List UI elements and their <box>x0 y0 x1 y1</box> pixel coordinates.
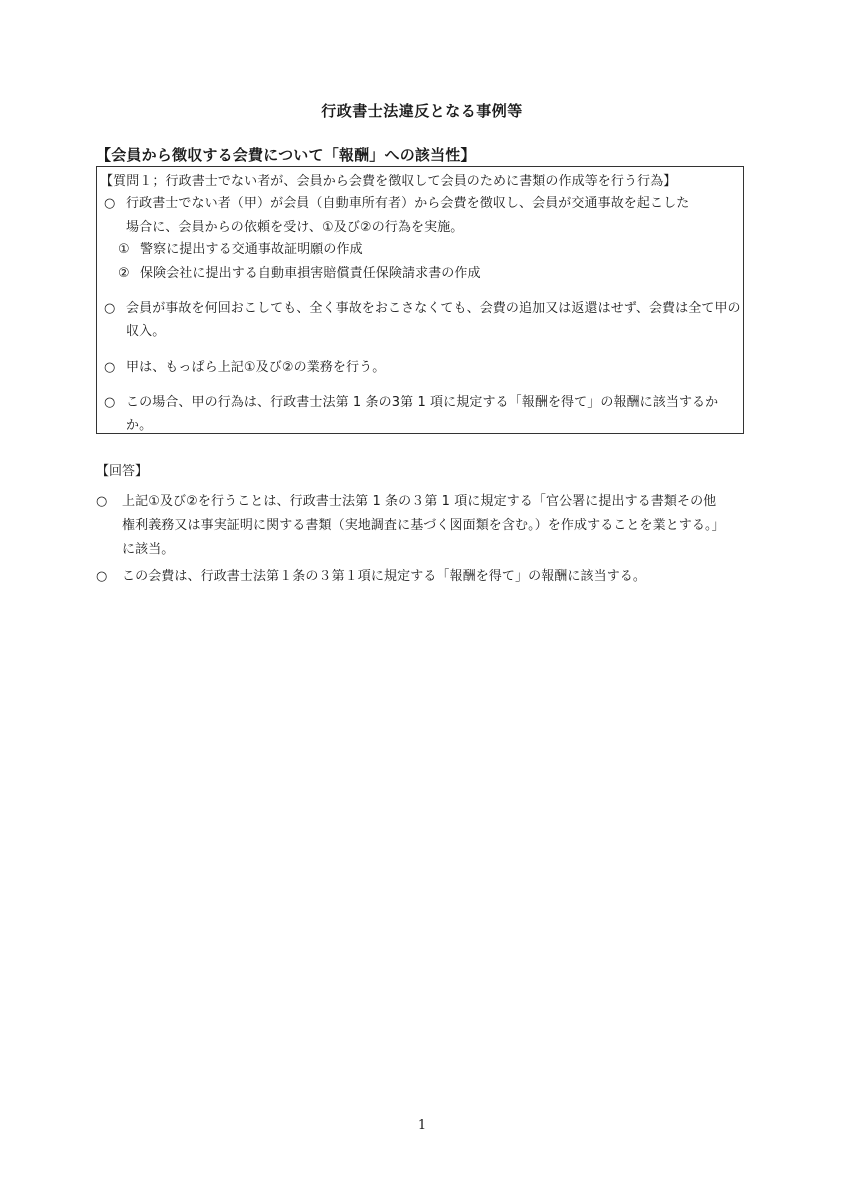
answer-item-1-line-2: 権利義務又は事実証明に関する書類（実地調査に基づく図面類を含む。）を作成することを業とする。」 <box>122 518 725 533</box>
bullet-circle: ○ <box>96 494 108 509</box>
question-item-2-line-2: 収入。 <box>126 324 166 339</box>
answer-item-1-line-1: ○ 上記①及び②を行うことは、行政書士法第 1 条の３第 1 項に規定する「官公署に提出する書類その他 <box>96 494 717 509</box>
question-item-1-line-1: ○ 行政書士でない者（甲）が会員（自動車所有者）から会費を徴収し、会員が交通事故を起こした <box>104 196 690 211</box>
document-title: 行政書士法違反となる事例等 <box>321 102 523 120</box>
question-item-4-line-2: か。 <box>126 418 153 433</box>
bullet-circle: ○ <box>96 569 108 584</box>
bullet-circle: ○ <box>104 301 116 316</box>
question-subitem-1: ① 警察に提出する交通事故証明願の作成 <box>118 242 363 257</box>
question-item-2-line-1: ○ 会員が事故を何回おこしても、全く事故をおこさなくても、会費の追加又は返還はせず、会費は全て甲の <box>104 301 741 316</box>
bullet-circle: ○ <box>104 395 116 410</box>
question-item-3-line-1: ○ 甲は、もっぱら上記①及び②の業務を行う。 <box>104 360 386 375</box>
page-number: 1 <box>417 1118 427 1133</box>
answer-item-1-line-3: に該当。 <box>122 542 175 557</box>
answer-item-2-line-1: ○ この会費は、行政書士法第１条の３第１項に規定する「報酬を得て」の報酬に該当する。 <box>96 569 647 584</box>
question-item-4-line-1: ○ この場合、甲の行為は、行政書士法第 1 条の3第 1 項に規定する「報酬を得て」の報酬に該当するか <box>104 395 719 410</box>
question-item-1-line-2: 場合に、会員からの依頼を受け、①及び②の行為を実施。 <box>126 220 464 235</box>
section-heading: 【会員から徴収する会費について「報酬」への該当性】 <box>96 146 476 164</box>
question-header: 【質問１；行政書士でない者が、会員から会費を徴収して会員のために書類の作成等を行う行為】 <box>100 174 677 189</box>
answer-heading: 【回答】 <box>96 464 149 479</box>
question-subitem-2: ② 保険会社に提出する自動車損害賠償責任保険請求書の作成 <box>118 266 481 281</box>
bullet-circle: ○ <box>104 360 116 375</box>
bullet-circle: ○ <box>104 196 116 211</box>
